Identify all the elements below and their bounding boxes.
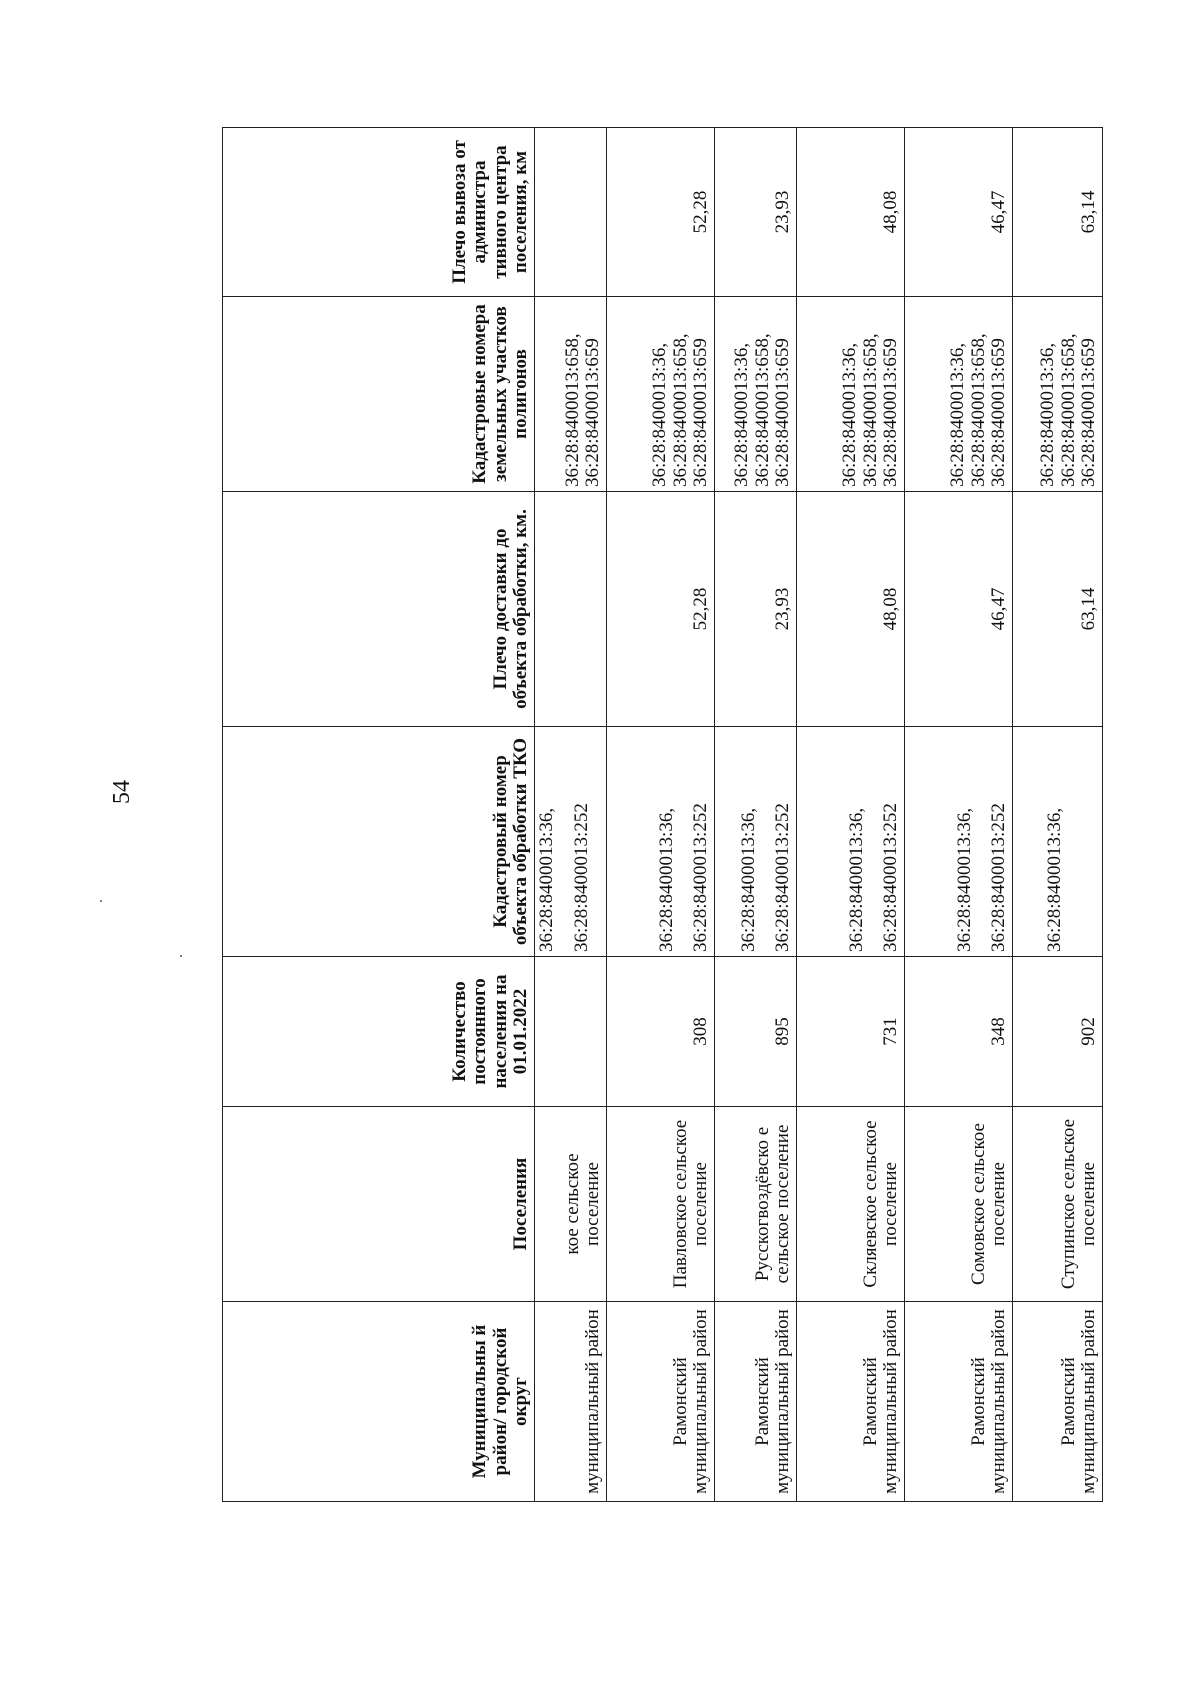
- cell-delivery-distance: 48,08: [797, 492, 905, 727]
- plot-cadastral-line: 36:28:8400013:658,: [1057, 333, 1079, 487]
- cell-district: Рамонский муниципальный район: [905, 1302, 1013, 1502]
- table-row: [607, 128, 715, 1502]
- cell-export-distance: [535, 128, 607, 297]
- object-cadastral-line: 36:28:8400013:36,: [845, 807, 867, 952]
- scan-speck: [100, 900, 102, 902]
- object-cadastral-line: [1080, 731, 1100, 952]
- cell-settlement: кое сельское поселение: [535, 1107, 607, 1302]
- plot-cadastral-line: 36:28:8400013:36,: [1037, 342, 1059, 487]
- plot-cadastral-line: 36:28:8400013:36,: [731, 342, 753, 487]
- plot-cadastral-line: 36:28:8400013:658,: [669, 333, 691, 487]
- object-cadastral-line: 36:28:8400013:252: [690, 803, 712, 952]
- header-export-distance: Плечо вывоза от администра тивного центра поселения, км: [223, 128, 535, 297]
- cell-plot-cadastral: [905, 297, 1013, 492]
- object-cadastral-line: 36:28:8400013:252: [570, 803, 592, 952]
- cell-population: 348: [905, 957, 1013, 1107]
- object-cadastral-line: 36:28:8400013:252: [988, 803, 1010, 952]
- cell-population: [535, 957, 607, 1107]
- object-cadastral-line: 36:28:8400013:252: [772, 803, 794, 952]
- object-cadastral-line: 36:28:8400013:36,: [1044, 807, 1066, 952]
- cell-object-cadastral: [715, 727, 797, 957]
- plot-cadastral-line: 36:28:8400013:659: [1078, 338, 1100, 487]
- cell-plot-cadastral: [797, 297, 905, 492]
- header-delivery-distance: Плечо доставки до объекта обработки, км.: [223, 492, 535, 727]
- cell-settlement: Сомовское сельское поселение: [905, 1107, 1013, 1302]
- cell-plot-cadastral: [715, 297, 797, 492]
- cell-delivery-distance: [535, 492, 607, 727]
- plot-cadastral-line: 36:28:8400013:659: [582, 338, 604, 487]
- header-population: Количество постоянного населения на 01.01.2022: [223, 957, 535, 1107]
- cell-object-cadastral: [535, 727, 607, 957]
- cell-delivery-distance: 23,93: [715, 492, 797, 727]
- table-row: [1013, 128, 1103, 1502]
- cell-population: 308: [607, 957, 715, 1107]
- plot-cadastral-line: 36:28:8400013:658,: [751, 333, 773, 487]
- cell-export-distance: 63,14: [1013, 128, 1103, 297]
- cell-population: 902: [1013, 957, 1103, 1107]
- header-plot-cadastral: Кадастровые номера земельных участков полигонов: [223, 297, 535, 492]
- cell-delivery-distance: 46,47: [905, 492, 1013, 727]
- cell-delivery-distance: 63,14: [1013, 492, 1103, 727]
- plot-cadastral-line: 36:28:8400013:659: [772, 338, 794, 487]
- cell-settlement: Скляевское сельское поселение: [797, 1107, 905, 1302]
- object-cadastral-line: 36:28:8400013:252: [880, 803, 902, 952]
- cell-export-distance: 48,08: [797, 128, 905, 297]
- cell-export-distance: 52,28: [607, 128, 715, 297]
- object-cadastral-line: 36:28:8400013:36,: [655, 807, 677, 952]
- cell-object-cadastral: [905, 727, 1013, 957]
- object-cadastral-line: 36:28:8400013:36,: [536, 807, 557, 952]
- plot-cadastral-line: 36:28:8400013:658,: [561, 333, 583, 487]
- header-settlement: Поселения: [223, 1107, 535, 1302]
- plot-cadastral-line: 36:28:8400013:659: [690, 338, 712, 487]
- table-row: [535, 128, 607, 1502]
- cell-object-cadastral: [797, 727, 905, 957]
- rotated-table-container: [222, 128, 1100, 1502]
- cell-population: 895: [715, 957, 797, 1107]
- header-row: [223, 128, 535, 1502]
- cell-delivery-distance: 52,28: [607, 492, 715, 727]
- landfill-table: [222, 127, 1103, 1502]
- plot-cadastral-line: 36:28:8400013:36,: [947, 342, 969, 487]
- plot-cadastral-line: 36:28:8400013:659: [880, 338, 902, 487]
- cell-district: муниципальный район: [535, 1302, 607, 1502]
- object-cadastral-line: 36:28:8400013:36,: [737, 807, 759, 952]
- table-row: [797, 128, 905, 1502]
- table-row: [905, 128, 1013, 1502]
- cell-export-distance: 23,93: [715, 128, 797, 297]
- plot-cadastral-line: 36:28:8400013:658,: [967, 333, 989, 487]
- cell-settlement: Ступинское сельское поселение: [1013, 1107, 1103, 1302]
- cell-district: Рамонский муниципальный район: [1013, 1302, 1103, 1502]
- cell-population: 731: [797, 957, 905, 1107]
- plot-cadastral-line: 36:28:8400013:659: [988, 338, 1010, 487]
- plot-cadastral-line: 36:28:8400013:658,: [859, 333, 881, 487]
- header-object-cadastral: Кадастровый номер объекта обработки ТКО: [223, 727, 535, 957]
- plot-cadastral-line: 36:28:8400013:36,: [649, 342, 671, 487]
- cell-object-cadastral: [607, 727, 715, 957]
- cell-plot-cadastral: [535, 297, 607, 492]
- cell-export-distance: 46,47: [905, 128, 1013, 297]
- cell-district: Рамонский муниципальный район: [797, 1302, 905, 1502]
- cell-district: Рамонский муниципальный район: [607, 1302, 715, 1502]
- plot-cadastral-line: 36:28:8400013:36,: [839, 342, 861, 487]
- cell-settlement: Русскогвоздёвско е сельское поселение: [715, 1107, 797, 1302]
- header-district: Муниципальны й район/ городской округ: [223, 1302, 535, 1502]
- cell-plot-cadastral: [607, 297, 715, 492]
- cell-settlement: Павловское сельское поселение: [607, 1107, 715, 1302]
- cell-object-cadastral: [1013, 727, 1103, 957]
- table-row: [715, 128, 797, 1502]
- page-number: 54: [108, 780, 135, 804]
- cell-district: Рамонский муниципальный район: [715, 1302, 797, 1502]
- cell-plot-cadastral: [1013, 297, 1103, 492]
- object-cadastral-line: 36:28:8400013:36,: [953, 807, 975, 952]
- scan-speck: [180, 955, 182, 957]
